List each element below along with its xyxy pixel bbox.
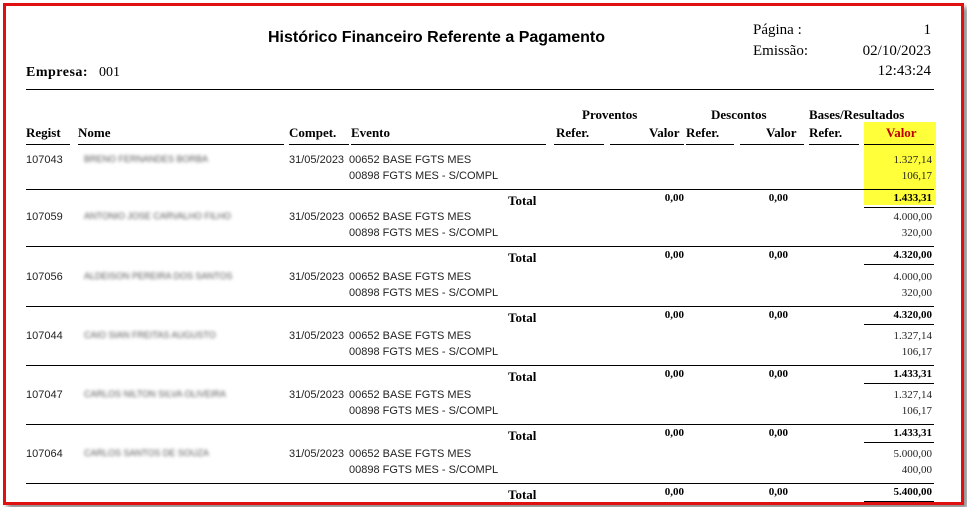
emissao-date: 02/10/2023 (862, 43, 931, 59)
record-compet: 31/05/2023 (289, 154, 345, 166)
record-evento-2: 00898 FGTS MES - S/COMPL (349, 227, 499, 239)
group-descontos: Descontos (711, 107, 767, 122)
emissao-time: 12:43:24 (877, 63, 931, 79)
col-valor-proventos: Valor (649, 125, 680, 140)
col-valor-bases: Valor (886, 125, 917, 140)
record-total-proventos: 0,00 (664, 249, 684, 261)
record-evento-2: 00898 FGTS MES - S/COMPL (349, 464, 499, 476)
record-evento-2: 00898 FGTS MES - S/COMPL (349, 170, 499, 182)
col-refer-proventos: Refer. (556, 125, 590, 140)
record-evento-2: 00898 FGTS MES - S/COMPL (349, 346, 499, 358)
record-total-descontos: 0,00 (768, 249, 788, 261)
record-valor-2: 320,00 (901, 287, 932, 299)
record-regist: 107059 (26, 211, 63, 223)
record-compet: 31/05/2023 (289, 271, 345, 283)
underline-valor1 (610, 144, 684, 145)
record-valor-2: 400,00 (901, 464, 932, 476)
col-valor-descontos: Valor (766, 125, 797, 140)
pagina-label: Página : (753, 22, 802, 38)
record-evento-1: 00652 BASE FGTS MES (349, 330, 472, 342)
col-evento: Evento (351, 125, 390, 140)
record-divider (26, 424, 934, 425)
record-regist: 107044 (26, 330, 63, 342)
record-regist: 107047 (26, 389, 63, 401)
total-underline (864, 501, 934, 502)
record-total-label: Total (508, 250, 537, 265)
record-total-bases: 5.400,00 (893, 486, 932, 498)
record-nome: CARLOS SANTOS DE SOUZA (84, 448, 209, 458)
record-compet: 31/05/2023 (289, 389, 345, 401)
report-page (3, 3, 964, 505)
empresa-value: 001 (99, 65, 120, 80)
record-total-descontos: 0,00 (768, 309, 788, 321)
record-valor-1: 5.000,00 (893, 448, 932, 460)
record-total-descontos: 0,00 (768, 368, 788, 380)
record-total-descontos: 0,00 (768, 192, 788, 204)
underline-refer3 (809, 144, 859, 145)
record-divider (26, 189, 934, 190)
record-valor-2: 106,17 (901, 405, 932, 417)
record-total-descontos: 0,00 (768, 427, 788, 439)
record-nome: CARLOS NILTON SILVA OLIVEIRA (84, 389, 226, 399)
record-regist: 107043 (26, 154, 63, 166)
record-compet: 31/05/2023 (289, 330, 345, 342)
record-evento-1: 00652 BASE FGTS MES (349, 154, 472, 166)
record-divider (26, 483, 934, 484)
record-total-label: Total (508, 193, 537, 208)
record-nome: CAIO SIAN FREITAS AUGUSTO (84, 330, 216, 340)
record-total-proventos: 0,00 (664, 486, 684, 498)
total-underline (864, 264, 934, 265)
record-total-bases: 4.320,00 (893, 309, 932, 321)
record-total-bases: 1.433,31 (893, 368, 932, 380)
col-refer-bases: Refer. (809, 125, 843, 140)
record-total-label: Total (508, 310, 537, 325)
record-total-bases: 4.320,00 (893, 249, 932, 261)
record-regist: 107064 (26, 448, 63, 460)
record-total-label: Total (508, 428, 537, 443)
record-total-bases: 1.433,31 (893, 427, 932, 439)
record-total-descontos: 0,00 (768, 486, 788, 498)
record-total-proventos: 0,00 (664, 309, 684, 321)
record-divider (26, 246, 934, 247)
group-proventos: Proventos (582, 107, 638, 122)
record-divider (26, 306, 934, 307)
record-valor-1: 4.000,00 (893, 271, 932, 283)
record-nome: ANTONIO JOSE CARVALHO FILHO (84, 211, 232, 221)
col-nome: Nome (78, 125, 111, 140)
empresa-label: Empresa: (26, 65, 89, 80)
record-compet: 31/05/2023 (289, 211, 345, 223)
record-evento-2: 00898 FGTS MES - S/COMPL (349, 405, 499, 417)
record-valor-2: 320,00 (901, 227, 932, 239)
underline-refer1 (554, 144, 604, 145)
underline-refer2 (686, 144, 734, 145)
total-underline (864, 442, 934, 443)
record-total-proventos: 0,00 (664, 427, 684, 439)
record-valor-2: 106,17 (901, 170, 932, 182)
col-compet: Compet. (289, 125, 337, 140)
record-compet: 31/05/2023 (289, 448, 345, 460)
record-total-label: Total (508, 487, 537, 502)
header-divider (26, 89, 934, 90)
record-valor-1: 4.000,00 (893, 211, 932, 223)
record-nome: ALDEISON PEREIRA DOS SANTOS (84, 271, 233, 281)
record-evento-2: 00898 FGTS MES - S/COMPL (349, 287, 499, 299)
group-bases: Bases/Resultados (809, 107, 905, 122)
col-refer-descontos: Refer. (686, 125, 720, 140)
underline-valor3 (864, 144, 934, 145)
record-total-proventos: 0,00 (664, 368, 684, 380)
underline-compet (289, 144, 349, 145)
pagina-value: 1 (923, 22, 931, 38)
record-evento-1: 00652 BASE FGTS MES (349, 211, 472, 223)
record-total-bases: 1.433,31 (893, 192, 932, 204)
record-evento-1: 00652 BASE FGTS MES (349, 389, 472, 401)
underline-evento (351, 144, 546, 145)
total-underline (864, 207, 934, 208)
report-title: Histórico Financeiro Referente a Pagamento (268, 29, 605, 46)
col-regist: Regist (26, 125, 61, 140)
underline-regist (26, 144, 70, 145)
record-evento-1: 00652 BASE FGTS MES (349, 271, 472, 283)
underline-nome (78, 144, 284, 145)
record-valor-2: 106,17 (901, 346, 932, 358)
record-valor-1: 1.327,14 (893, 154, 932, 166)
record-regist: 107056 (26, 271, 63, 283)
record-divider (26, 365, 934, 366)
record-nome: BRENO FERNANDES BORBA (84, 154, 209, 164)
record-evento-1: 00652 BASE FGTS MES (349, 448, 472, 460)
record-valor-1: 1.327,14 (893, 330, 932, 342)
record-total-label: Total (508, 369, 537, 384)
emissao-label: Emissão: (753, 43, 808, 59)
record-total-proventos: 0,00 (664, 192, 684, 204)
underline-valor2 (740, 144, 804, 145)
total-underline (864, 324, 934, 325)
record-valor-1: 1.327,14 (893, 389, 932, 401)
total-underline (864, 383, 934, 384)
